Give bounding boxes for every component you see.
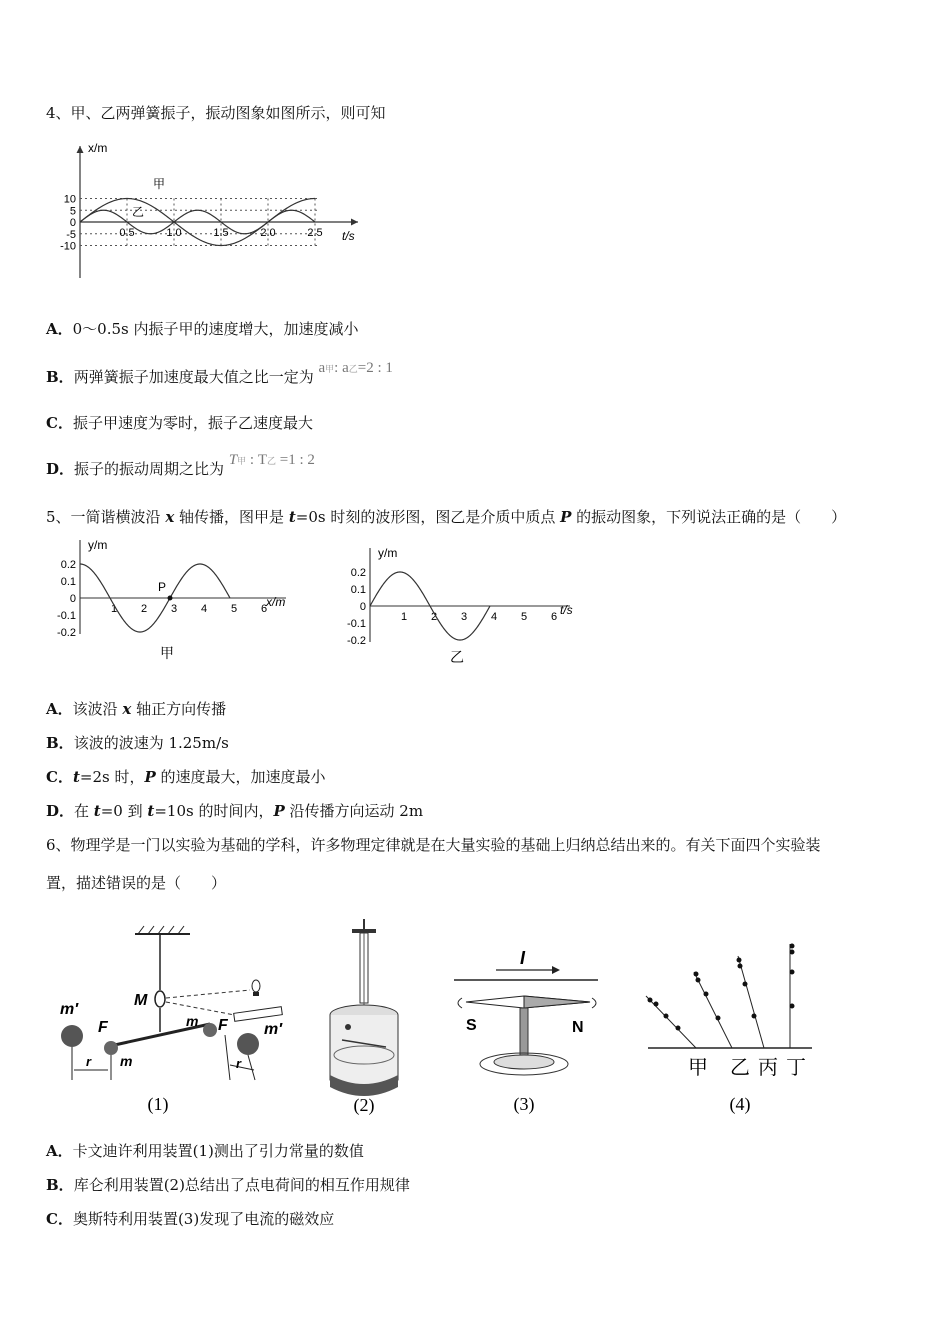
q5a-xtick-label: 3 <box>170 603 178 615</box>
fig2-caption: (2) <box>353 1095 375 1115</box>
q5b-ytick-label: -0.2 <box>347 635 366 647</box>
q5a-ytick-label: 0 <box>69 593 76 605</box>
q4-ytick-label: 10 <box>63 193 76 206</box>
label-r-right: r <box>236 1056 242 1071</box>
q4-ytick-label: 5 <box>69 205 76 218</box>
q4-xtick-label: 2.5 <box>307 227 323 239</box>
q5-option-b: B．该波的波速为 1.25m/s <box>46 734 229 752</box>
q5b-xtick-label: 2 <box>430 611 438 623</box>
fig3-oersted <box>448 940 608 1120</box>
q5-option-c: C．t=2s 时，P 的速度最大，加速度最小 <box>46 768 326 786</box>
option-text: 两弹簧振子加速度最大值之比一定为 <box>73 368 314 386</box>
q4-xlabel: t/s <box>342 229 355 243</box>
q4-xtick-label: 1.0 <box>166 227 182 239</box>
q5b-xtick-label: 1 <box>400 611 408 623</box>
q5b-ytick-label: -0.1 <box>347 618 366 630</box>
q4-label-jia: 甲 <box>153 177 166 191</box>
q4-ytick-label: -5 <box>66 228 76 241</box>
small-sphere-left <box>104 1041 118 1055</box>
point-p-label: P <box>158 580 167 594</box>
q6-option-c: C．奥斯特利用装置(3)发现了电流的磁效应 <box>46 1210 335 1228</box>
label-m-prime-left: m′ <box>60 1001 79 1018</box>
q6-option-a: A．卡文迪许利用装置(1)测出了引力常量的数值 <box>46 1142 364 1160</box>
q4-ylabel: x/m <box>88 141 108 155</box>
option-key: B． <box>46 368 74 386</box>
option-key: A． <box>46 320 73 338</box>
q5b-caption: 乙 <box>450 649 464 665</box>
label-force-left: F <box>98 1019 108 1036</box>
q4-option-b <box>46 360 393 387</box>
q4-ytick-label: 0 <box>69 217 76 229</box>
q6-stem-line2: 置，描述错误的是（ ） <box>46 874 227 892</box>
q5-stem: 5、一简谐横波沿 x 轴传播，图甲是 t=0s 时刻的波形图，图乙是介质中质点 P 的振动图象，下列说法正确的是（ ） <box>46 508 847 526</box>
rod-jia <box>646 996 696 1048</box>
q4-option-c <box>46 412 313 433</box>
q5b-xtick-label: 4 <box>490 611 498 623</box>
label-north: N <box>572 1019 584 1036</box>
q5-option-d: D．在 t=0 到 t=10s 的时间内，P 沿传播方向运动 2m <box>46 802 424 820</box>
fig2-coulomb-balance <box>320 915 420 1120</box>
q5a-xtick-label: 2 <box>140 603 148 615</box>
q4-xtick-label: 0.5 <box>119 227 135 239</box>
q4-option-d <box>46 452 315 479</box>
ball-positions <box>648 944 795 1031</box>
q5b-xtick-label: 5 <box>520 611 528 623</box>
q5b-xlabel: t/s <box>560 603 573 617</box>
rod-label-yi: 乙 <box>730 1057 750 1079</box>
small-sphere-right <box>203 1023 217 1037</box>
option-text: 振子甲速度为零时，振子乙速度最大 <box>72 414 313 432</box>
fig1-torsion-balance <box>50 920 310 1120</box>
q5b-ytick-label: 0.1 <box>350 584 366 596</box>
label-m-right: m <box>186 1013 199 1029</box>
large-sphere-right <box>237 1033 259 1055</box>
q4-xtick-label: 2.0 <box>260 227 276 239</box>
fig3-caption: (3) <box>513 1094 535 1114</box>
rod-label-ding: 丁 <box>786 1057 806 1079</box>
q5a-xlabel: x/m <box>266 595 286 609</box>
option-text: 0～0.5s 内振子甲的速度增大，加速度减小 <box>72 320 359 338</box>
q5-option-a: A．该波沿 x 轴正方向传播 <box>46 700 227 718</box>
option-key: D． <box>46 460 75 478</box>
q4-stem: 4、甲、乙两弹簧振子，振动图象如图所示，则可知 <box>46 104 386 122</box>
q5-wave-graph <box>50 536 310 666</box>
q5-vibration-graph <box>340 544 600 674</box>
label-current: I <box>520 948 526 968</box>
period-formula: T甲 : T乙 =1 : 2 <box>228 452 315 468</box>
q5a-ylabel: y/m <box>88 538 108 552</box>
lamp-icon <box>252 980 260 996</box>
q5a-ytick-label: -0.2 <box>57 627 76 639</box>
label-r-left: r <box>86 1054 92 1069</box>
option-text: 振子的振动周期之比为 <box>74 460 225 478</box>
rod-label-jia: 甲 <box>688 1057 708 1079</box>
q4-label-yi: 乙 <box>132 205 145 219</box>
q5b-ylabel: y/m <box>378 546 398 560</box>
q4-graph <box>50 138 370 288</box>
q5a-ytick-label: 0.1 <box>60 576 76 588</box>
large-sphere-left <box>61 1025 83 1047</box>
option-key: C． <box>46 414 73 432</box>
fig4-caption: (4) <box>729 1094 751 1114</box>
mirror-icon <box>155 991 165 1007</box>
q4-option-a <box>46 318 359 339</box>
fig4-inclined-rods <box>640 938 820 1120</box>
q4-ytick-label: -10 <box>60 240 76 253</box>
q5a-caption: 甲 <box>160 645 174 661</box>
rod-label-bing: 丙 <box>758 1057 778 1079</box>
label-m-left: m <box>120 1053 133 1069</box>
q5a-ytick-label: 0.2 <box>60 559 76 571</box>
scale-icon <box>234 1007 283 1022</box>
q5b-ytick-label: 0 <box>359 601 366 613</box>
label-mirror-m: M <box>134 992 148 1009</box>
q5a-xtick-label: 1 <box>110 603 118 615</box>
ratio-formula: a甲: a乙=2 : 1 <box>318 360 393 376</box>
q4-xtick-label: 1.5 <box>213 227 229 239</box>
label-south: S <box>466 1017 477 1034</box>
q5a-xtick-label: 4 <box>200 603 208 615</box>
rod-bing <box>738 956 764 1048</box>
q5a-ytick-label: -0.1 <box>57 610 76 622</box>
current-arrow-icon <box>552 966 560 974</box>
q6-stem-line1: 6、物理学是一门以实验为基础的学科，许多物理定律就是在大量实验的基础上归纳总结出来的。有关下面四个实验装 <box>46 836 821 854</box>
q5a-xtick-label: 6 <box>260 603 268 615</box>
rod-yi <box>694 972 732 1048</box>
point-p-marker <box>168 596 173 601</box>
q5b-xtick-label: 3 <box>460 611 468 623</box>
q6-option-b: B．库仑利用装置(2)总结出了点电荷间的相互作用规律 <box>46 1176 410 1194</box>
fig1-caption: (1) <box>147 1094 169 1114</box>
label-force-right: F <box>218 1017 228 1034</box>
q5b-xtick-label: 6 <box>550 611 558 623</box>
q5a-xtick-label: 5 <box>230 603 238 615</box>
q5b-ytick-label: 0.2 <box>350 567 366 579</box>
label-m-prime-right: m′ <box>264 1021 283 1038</box>
